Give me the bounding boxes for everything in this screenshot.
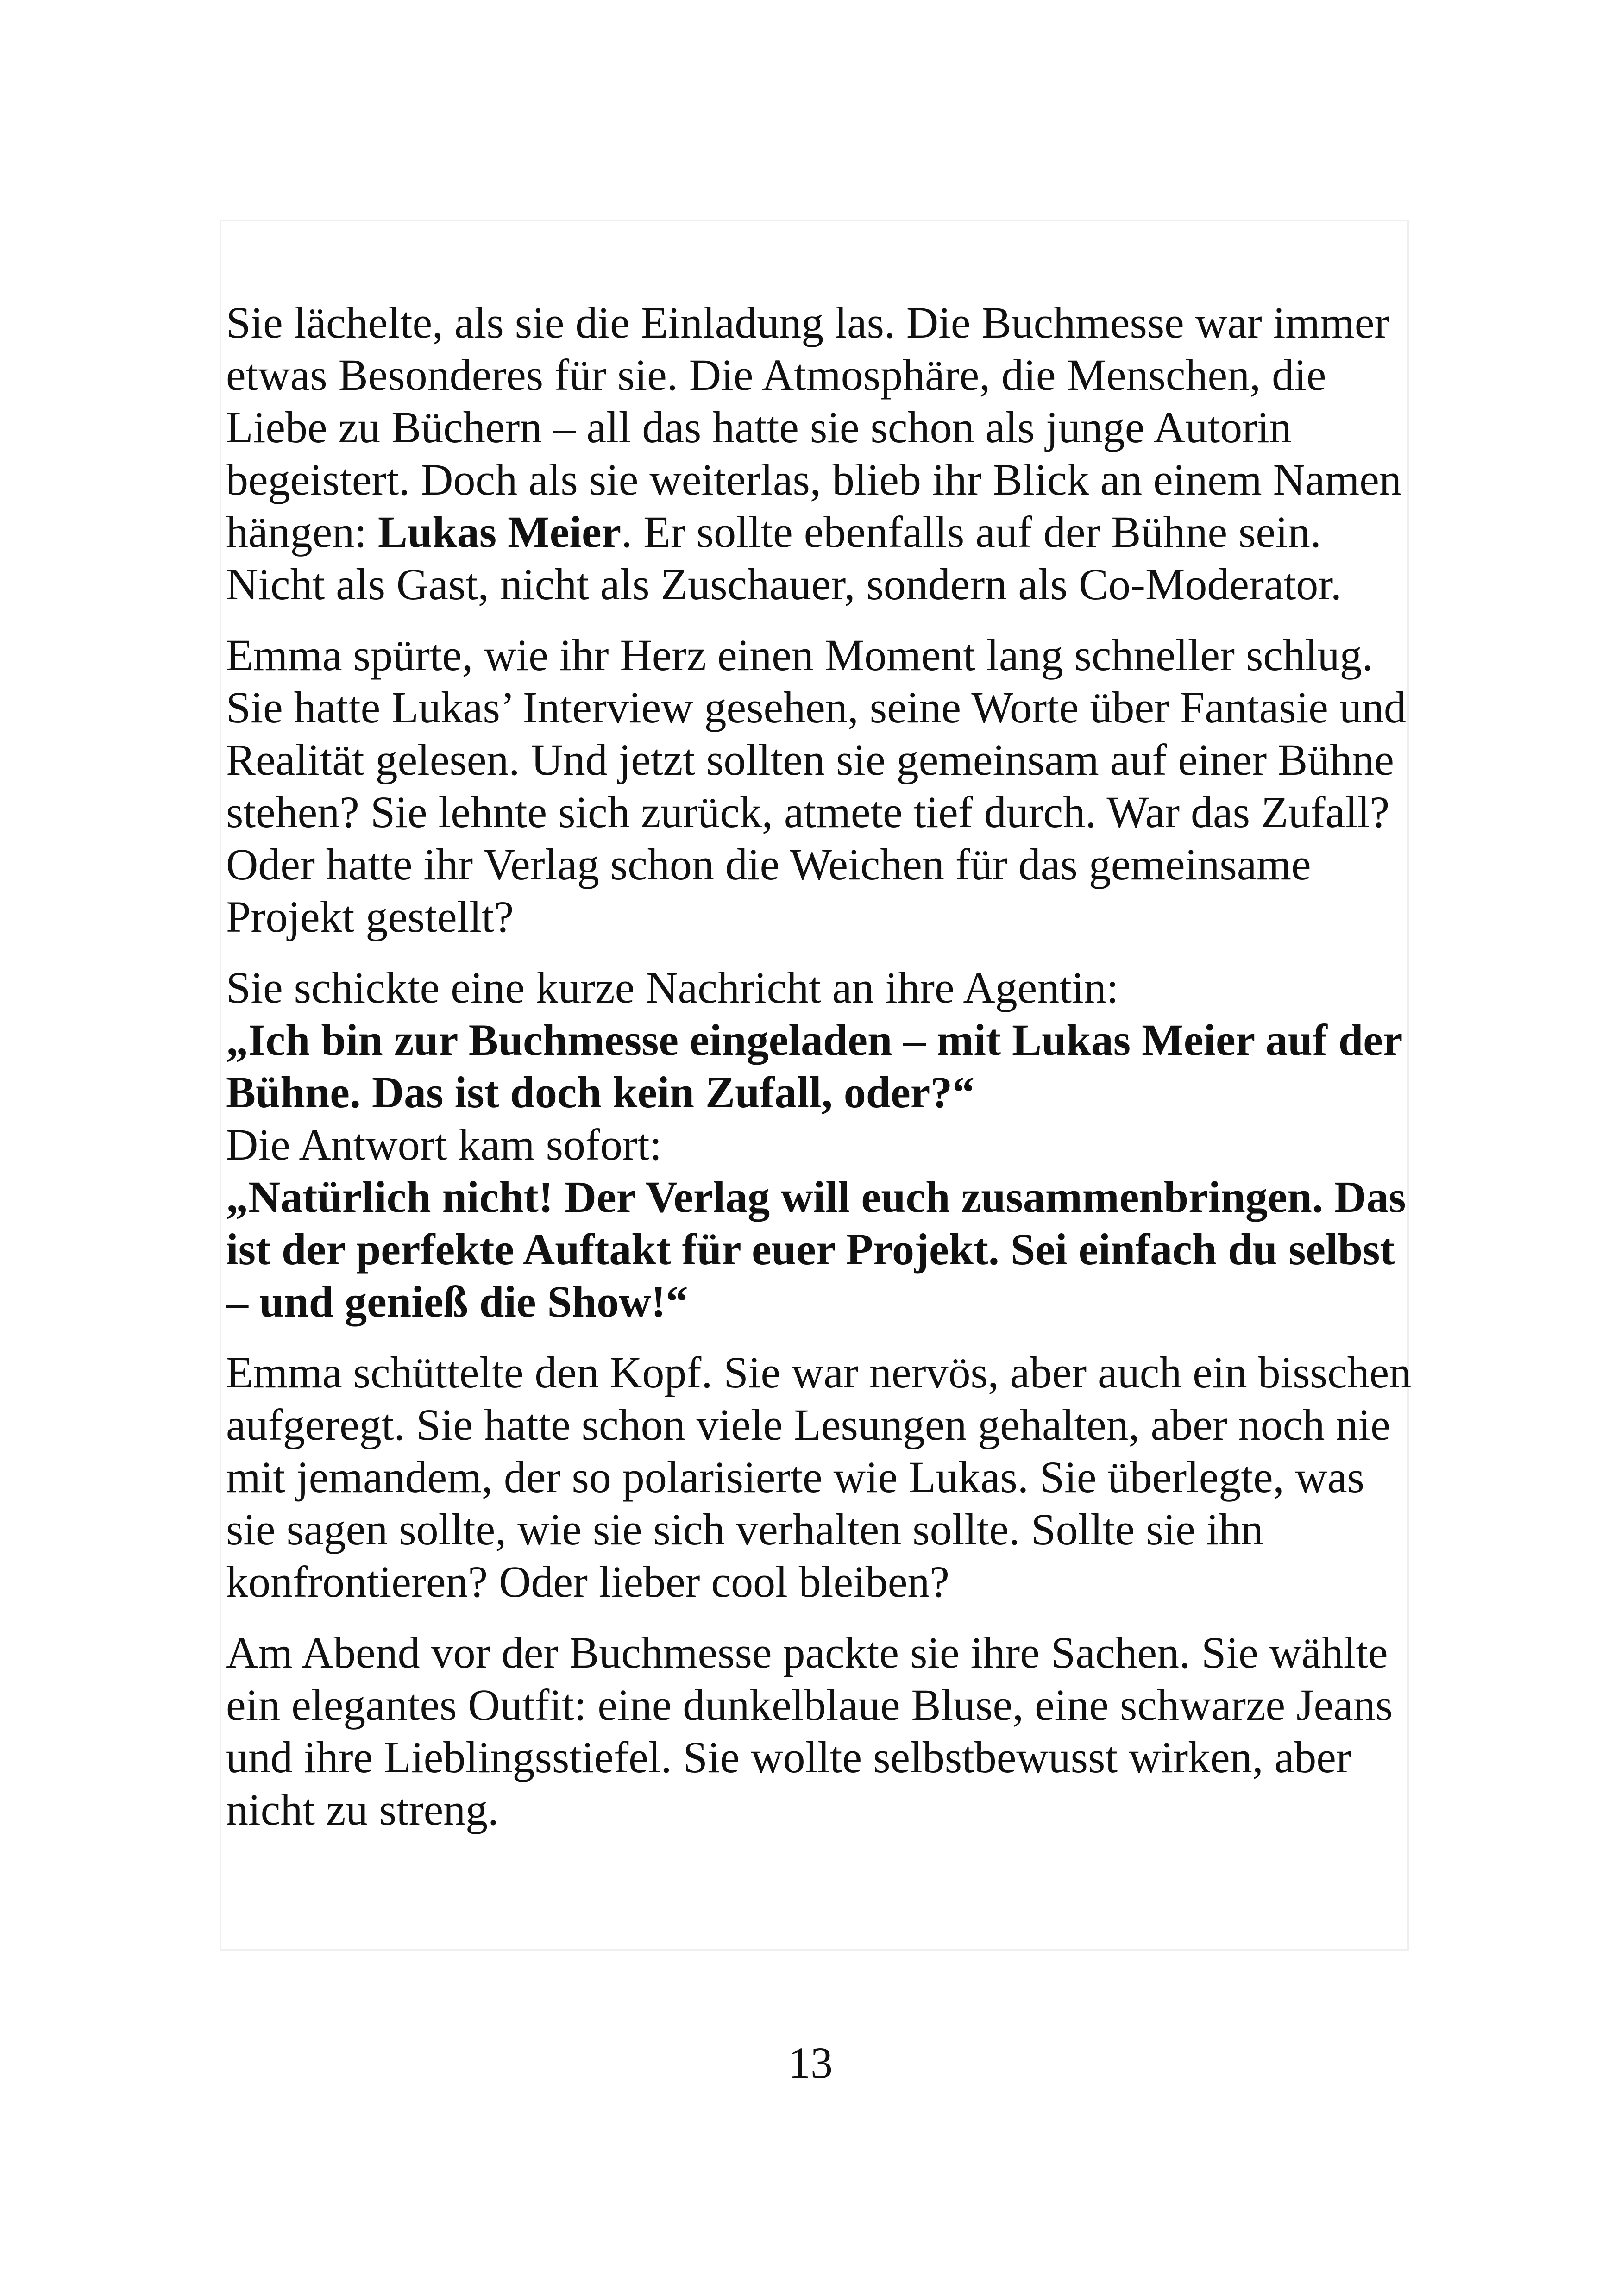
paragraph-invitation xyxy=(226,296,1412,610)
paragraph-emma-nervous: Emma schüttelte den Kopf. Sie war nervös, aber auch ein bisschen aufgeregt. Sie hatte schon viele Lesungen gehalten, aber noch nie mit jemandem, der so polarisierte wie Lukas. Sie überlegte, was sie sagen sollte, wie sie sich verhalten sollte. Sollte sie ihn konfrontieren? Oder lieber cool bleiben? xyxy=(226,1348,1412,1606)
document-body xyxy=(226,296,1412,1854)
message-intro: Sie schickte eine kurze Nachricht an ihre Agentin: xyxy=(226,963,1119,1012)
paragraph-emma-heart: Emma spürte, wie ihr Herz einen Moment lang schneller schlug. Sie hatte Lukas’ Interview gesehen, seine Worte über Fantasie und Realität gelesen. Und jetzt sollten sie gemeinsam auf einer Bühne stehen? Sie lehnte sich zurück, atmete tief durch. War das Zufall? Oder hatte ihr Verlag schon die Weichen für das gemeinsame Projekt gestellt? xyxy=(226,630,1406,941)
paragraph-message-exchange xyxy=(226,961,1412,1328)
bold-name-lukas-meier: Lukas Meier xyxy=(377,507,622,557)
message-to-agent: „Ich bin zur Buchmesse eingeladen – mit Lukas Meier auf der Bühne. Das ist doch kein Zufall, oder?“ xyxy=(226,1015,1402,1117)
agent-reply: „Natürlich nicht! Der Verlag will euch zusammenbringen. Das ist der perfekte Auftakt für euer Projekt. Sei einfach du selbst – und genieß die Show!“ xyxy=(226,1172,1406,1326)
paragraph-invitation-end: . Er sollte ebenfalls auf der Bühne sein. Nicht als Gast, nicht als Zuschauer, sondern als Co-Moderator. xyxy=(226,507,1342,609)
paragraph-invitation-start: Sie lächelte, als sie die Einladung las. Die Buchmesse war immer etwas Besonderes für sie. Die Atmosphäre, die Menschen, die Liebe zu Büchern – all das hatte sie schon als junge Autorin begeistert. Doch als sie weiterlas, blieb ihr Blick an einem Namen hängen: xyxy=(226,298,1401,557)
paragraph-packing: Am Abend vor der Buchmesse packte sie ihre Sachen. Sie wählte ein elegantes Outfit: eine dunkelblaue Bluse, eine schwarze Jeans und ihre Lieblingsstiefel. Sie wollte selbstbewusst wirken, aber nicht zu streng. xyxy=(226,1628,1393,1834)
reply-intro: Die Antwort kam sofort: xyxy=(226,1120,662,1169)
page-number: 13 xyxy=(788,2038,833,2088)
